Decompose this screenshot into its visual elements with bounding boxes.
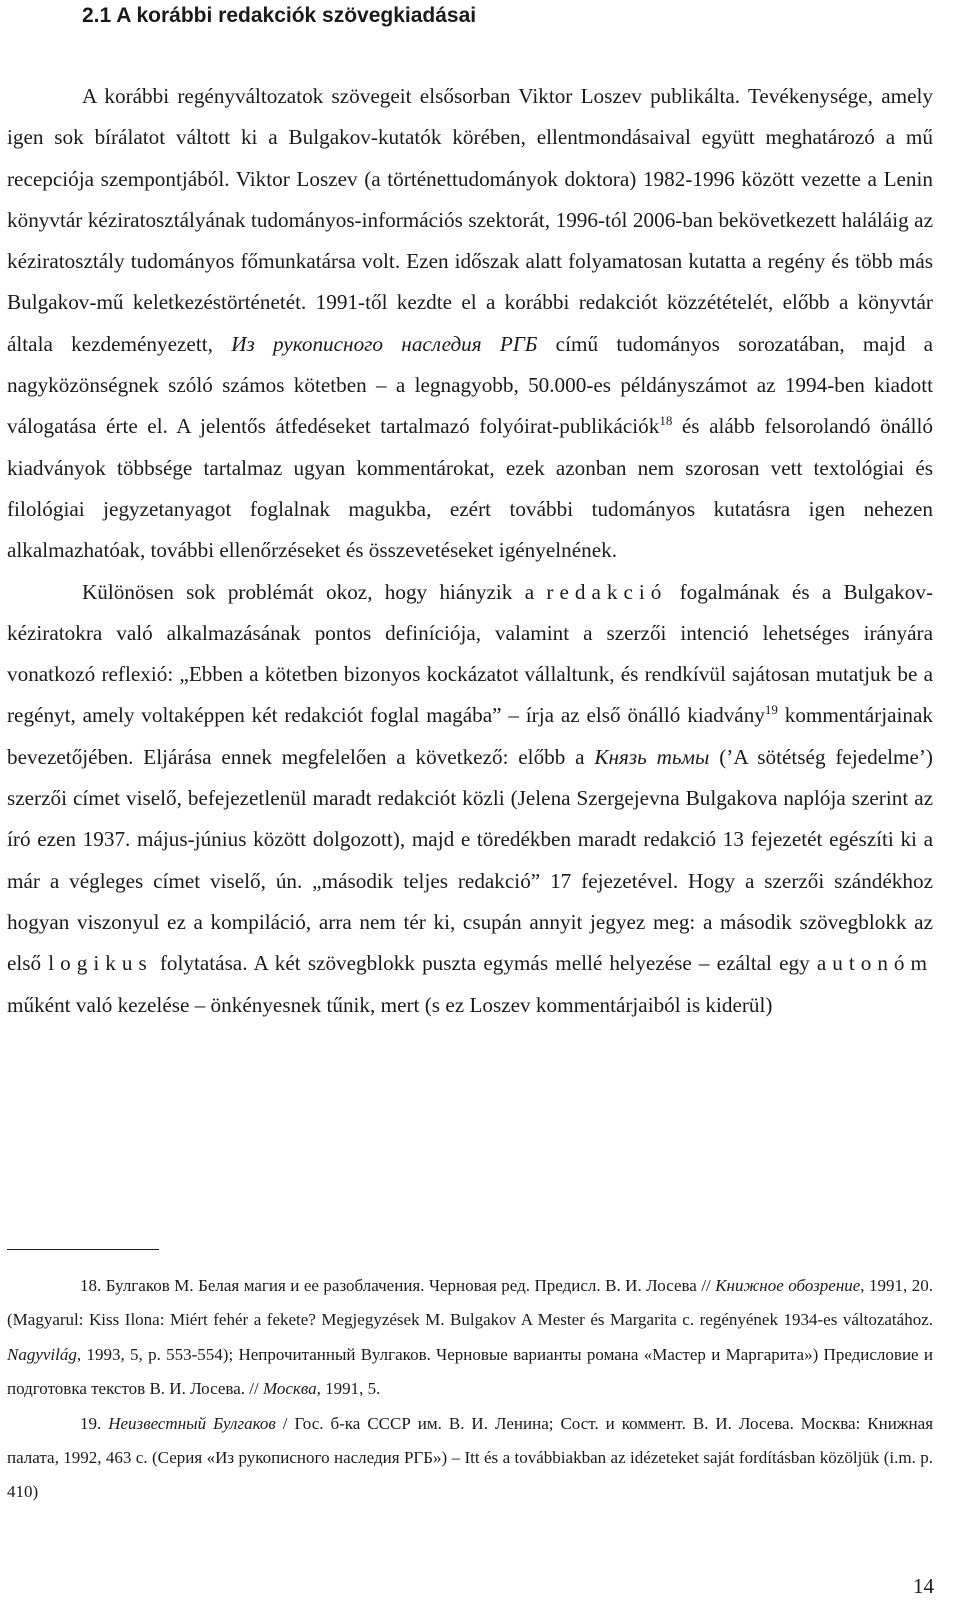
text-run: A korábbi regényváltozatok szövegeit elsősorban Viktor Loszev publikálta. Tevékenysége, amely igen sok bírálatot váltott ki a Bulgakov-kutatók körében, ellentmondásaival együtt meghatározó a mű recepciója szempontjából. Viktor Loszev (a történettudományok doktora) 1982-1996 között vezette a Lenin könyvtár kéziratosztályának tudományos-információs szektorát, 1996-tól 2006-ban bekövetkezett haláláig az kéziratosztály tudományos főmunkatársa volt. Ezen időszak alatt folyamatosan kutatta a regény és több más Bulgakov-mű keletkezéstörténetét. 1991-től kezdte el a korábbi redakciót közzétételét, előbb a könyvtár általa kezdeményezett, xyxy=(7,84,933,356)
text-run: című tudományos sorozatában, majd a nagyközönségnek szóló számos kötetben – a legnagyobb, 50.000-es példányszámot az 1994-ben kiadott válogatása érte el. A jelentős átfedéseket tartalmazó folyóirat-publikációk xyxy=(7,331,933,439)
book-title: Князь тьмы xyxy=(594,744,710,769)
journal-title: Книжное обозрение xyxy=(715,1276,861,1295)
book-title: Неизвестный Булгаков xyxy=(108,1413,276,1433)
text-run: Különösen sok problémát okoz, hogy hiányzik a xyxy=(82,579,547,604)
text-run: , 1993, 5, p. 553-554); Непрочитанный Вулгаков. Черновые варианты романа «Мастер и Маргарита») Предисловие и подготовка текстов В. И. Лосева. // xyxy=(7,1344,933,1399)
footnote-18 xyxy=(7,1269,933,1407)
text-run: / Гос. б-ка СССР им. В. И. Ленина; Сост. и коммент. В. И. Лосева. Москва: Книжная палата, 1992, 463 с. (Серия «Из рукописного наследия РГБ») – Itt és a továbbiakban az idézeteket saját fordításban közöljük (i.m. p. 410) xyxy=(7,1413,934,1502)
paragraph-2 xyxy=(7,572,933,1026)
emphasis-term: logikus xyxy=(48,951,153,976)
text-run: , 1991, 5. xyxy=(316,1379,381,1399)
text-run: 18. Булгаков М. Белая магия и ее разоблачения. Черновая ред. Предисл. В. И. Лосева // xyxy=(80,1276,716,1295)
body-text xyxy=(7,76,933,1026)
text-run: műként való kezelése – önkényesnek tűnik, mert (s ez Loszev kommentárjaiból is kiderül) xyxy=(7,992,773,1017)
text-run: 19. xyxy=(80,1413,109,1433)
footnote-ref-18[interactable]: 18 xyxy=(659,413,673,429)
text-run: (’A sötétség fejedelme’) szerzői címet viselő, befejezetlenül maradt redakciót közli (Jelena Szergejevna Bulgakova naplója szerint az író ezen 1937. május-június között dolgozott), majd e töredékben maradt redakció 13 fejezetét egészíti ki a már a végleges címet viselő, ún. „második teljes redakció” 17 fejezetével. Hogy a szerzői szándékhoz hogyan viszonyul ez a kompiláció, arra nem tér ki, csupán annyit jegyez meg: a második szövegblokk az első xyxy=(7,744,933,976)
footnote-separator xyxy=(7,1249,159,1250)
emphasis-term: autonóm xyxy=(816,951,934,976)
text-run: és alább felsorolandó önálló kiadványok többsége tartalmaz ugyan kommentárokat, ezek azonban nem szorosan vett textológiai és filológiai jegyzetanyagot foglalnak magukba, ezért további tudományos kutatásra igen nehezen alkalmazhatóak, további ellenőrzéseket és összevetéseket igényelnének. xyxy=(7,414,933,563)
series-title: Из рукописного наследия РГБ xyxy=(231,331,538,356)
journal-title: Nagyvilág xyxy=(7,1344,77,1364)
footnotes xyxy=(7,1269,933,1510)
text-run: kommentárjainak bevezetőjében. Eljárása ennek megfelelően a következő: előbb a xyxy=(7,703,933,769)
journal-title: Москва xyxy=(262,1379,317,1399)
page-number: 14 xyxy=(913,1574,934,1598)
footnote-ref-19[interactable]: 19 xyxy=(764,702,778,718)
text-run: fogalmának és a Bulgakov-kéziratokra való alkalmazásának pontos definíciója, valamint a szerzői intenció lehetséges irányára vonatkozó reflexió: „Ebben a kötetben bizonyos kockázatot vállaltunk, és rendkívül sajátosan mutatjuk be a regényt, amely voltaképpen két redakciót foglal magába” – írja az első önálló kiadvány xyxy=(7,579,933,728)
paragraph-1 xyxy=(7,76,933,572)
emphasis-term: redakció xyxy=(546,579,668,604)
text-run: folytatása. A két szövegblokk puszta egymás mellé helyezése – ezáltal egy xyxy=(152,951,817,976)
footnote-19 xyxy=(7,1407,933,1510)
section-heading: 2.1 A korábbi redakciók szövegkiadásai xyxy=(82,4,477,27)
text-run: , 1991, 20. (Magyarul: Kiss Ilona: Miért fehér a fekete? Megjegyzések M. Bulgakov A Mester és Margarita c. regényének 1934-es változatához. xyxy=(7,1276,934,1330)
